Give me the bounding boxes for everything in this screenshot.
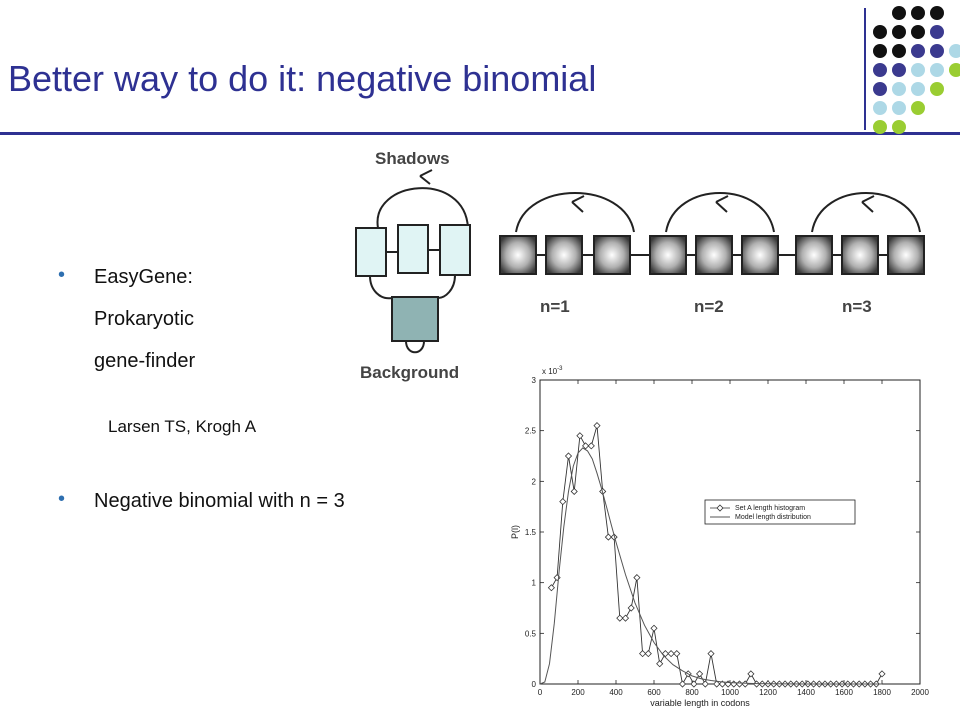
histogram-point: [617, 615, 623, 621]
histogram-point: [879, 671, 885, 677]
chart-legend: [705, 500, 855, 524]
chain-n2: [650, 193, 796, 316]
decorative-dot: [892, 101, 906, 115]
histogram-point: [594, 423, 600, 429]
n2-label: n=2: [694, 297, 724, 316]
decorative-dot: [873, 82, 887, 96]
legend-entry-histogram: Set A length histogram: [735, 505, 806, 512]
histogram-point: [702, 681, 708, 687]
x-tick-label: 1200: [759, 688, 777, 697]
histogram-point: [628, 605, 634, 611]
histogram-point: [645, 651, 651, 657]
decorative-dot: [873, 25, 887, 39]
decorative-dot: [911, 63, 925, 77]
x-tick-label: 800: [685, 688, 699, 697]
background-label: Background: [360, 363, 460, 382]
histogram-point: [680, 681, 686, 687]
background-state-box: [392, 297, 438, 341]
decorative-dot: [892, 25, 906, 39]
histogram-point: [588, 443, 594, 449]
histogram-point: [742, 681, 748, 687]
decorative-dot: [949, 44, 960, 58]
histogram-point: [674, 651, 680, 657]
decorative-dot: [892, 6, 906, 20]
x-tick-label: 1800: [873, 688, 891, 697]
decorative-dot: [873, 63, 887, 77]
shadow-state-box: [356, 228, 386, 276]
y-exponent-label: x $10^{-3}$: [542, 366, 563, 376]
histogram-point: [737, 681, 743, 687]
y-tick-label: 0.5: [524, 629, 536, 639]
decorative-dot: [911, 6, 925, 20]
bullet-negative-binomial: Negative binomial with n = 3: [94, 490, 345, 512]
x-tick-label: 400: [609, 688, 623, 697]
x-tick-label: 2000: [911, 688, 929, 697]
y-tick-label: 2: [531, 477, 536, 487]
bullet-prokaryotic: Prokaryotic: [94, 308, 195, 330]
x-tick-label: 1400: [797, 688, 815, 697]
decorative-dot: [949, 63, 960, 77]
decorative-dot: [930, 63, 944, 77]
model-line: [540, 448, 882, 684]
shadows-label: Shadows: [375, 149, 450, 168]
decorative-dot: [930, 25, 944, 39]
decorative-dot: [911, 25, 925, 39]
decorative-dot: [930, 44, 944, 58]
histogram-point: [623, 615, 629, 621]
length-distribution-chart: [500, 362, 950, 720]
x-tick-label: 600: [647, 688, 661, 697]
histogram-point: [571, 488, 577, 494]
histogram-point: [657, 661, 663, 667]
decorative-dot: [892, 120, 906, 134]
shadow-state-box: [398, 225, 428, 273]
chain-n1: [500, 193, 650, 316]
decorative-dot: [930, 6, 944, 20]
histogram-point: [605, 534, 611, 540]
x-tick-label: 1600: [835, 688, 853, 697]
decorative-dot: [930, 82, 944, 96]
histogram-line: [551, 426, 882, 684]
slide-title: Better way to do it: negative binomial: [8, 58, 597, 99]
shadows-loop-arc: [378, 188, 468, 228]
n1-label: n=1: [540, 297, 570, 316]
histogram-point: [731, 681, 737, 687]
bullet-easygene: EasyGene:: [94, 266, 193, 288]
y-tick-label: 2.5: [524, 426, 536, 436]
hmm-diagram: [340, 140, 940, 385]
y-tick-label: 3: [531, 376, 536, 385]
histogram-point: [577, 433, 583, 439]
x-tick-label: 0: [537, 688, 543, 697]
decorative-dot: [892, 82, 906, 96]
y-tick-label: 0: [531, 680, 536, 689]
x-tick-label: 1000: [721, 688, 739, 697]
bullet-gene-finder: gene-finder: [94, 350, 196, 372]
shadow-state-box: [440, 225, 470, 275]
histogram-point: [566, 453, 572, 459]
histogram-point: [560, 499, 566, 505]
y-axis-label: P(l): [510, 525, 520, 539]
histogram-point: [634, 575, 640, 581]
decorative-dot: [911, 101, 925, 115]
n3-label: n=3: [842, 297, 872, 316]
x-tick-label: 200: [571, 688, 585, 697]
histogram-point: [640, 651, 646, 657]
histogram-point: [697, 671, 703, 677]
decorative-dot: [892, 44, 906, 58]
decorative-dot: [911, 82, 925, 96]
decorative-dot-grid: [0, 0, 960, 140]
y-tick-label: 1: [531, 578, 536, 588]
decorative-dot: [873, 101, 887, 115]
decorative-dot: [911, 44, 925, 58]
histogram-point: [708, 651, 714, 657]
histogram-point: [651, 625, 657, 631]
reference-text: Larsen TS, Krogh A: [108, 417, 257, 436]
chart-axes: [525, 376, 930, 697]
chain-n3: [796, 193, 924, 316]
decorative-dot: [873, 120, 887, 134]
bullet-marker: •: [58, 488, 66, 510]
chart-series: [540, 423, 885, 687]
decorative-dot: [892, 63, 906, 77]
legend-entry-model: Model length distribution: [735, 514, 811, 521]
bullet-marker: •: [58, 264, 66, 286]
decorative-dot: [873, 44, 887, 58]
histogram-point: [748, 671, 754, 677]
x-axis-label: variable length in codons: [650, 698, 750, 708]
histogram-point: [548, 585, 554, 591]
y-tick-label: 1.5: [524, 528, 536, 537]
histogram-point: [668, 651, 674, 657]
arrowhead-icon: [420, 170, 432, 184]
